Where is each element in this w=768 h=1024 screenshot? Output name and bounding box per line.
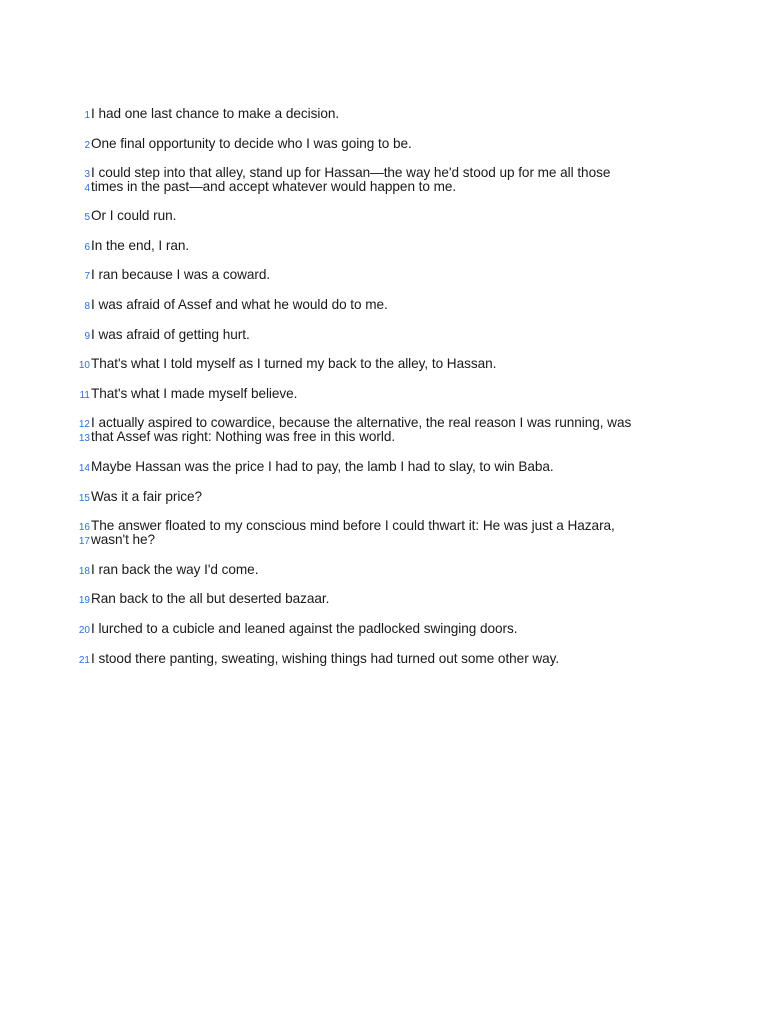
paragraph (74, 209, 674, 223)
text-line (74, 357, 674, 371)
paragraph (74, 328, 674, 342)
line-number: 10 (78, 360, 90, 371)
paragraph (74, 652, 674, 666)
paragraph (74, 268, 674, 282)
line-number: 12 (78, 419, 90, 430)
line-text: I was afraid of Assef and what he would do to me. (91, 297, 388, 312)
text-line (74, 239, 674, 253)
text-line (74, 328, 674, 342)
text-line (74, 460, 674, 474)
line-text: I was afraid of getting hurt. (91, 327, 250, 342)
line-number: 2 (84, 140, 90, 151)
paragraph (74, 490, 674, 504)
line-number: 20 (78, 625, 90, 636)
paragraph (74, 622, 674, 636)
line-number: 6 (84, 242, 90, 253)
line-number: 15 (78, 493, 90, 504)
paragraph (74, 563, 674, 577)
text-line (74, 416, 674, 430)
text-line (74, 652, 674, 666)
text-line (74, 622, 674, 636)
line-number: 19 (78, 595, 90, 606)
line-text: I had one last chance to make a decision. (91, 106, 340, 121)
paragraph (74, 107, 674, 121)
paragraph (74, 239, 674, 253)
text-line (74, 137, 674, 151)
text-line (74, 107, 674, 121)
text-line (74, 490, 674, 504)
paragraph (74, 416, 674, 444)
line-number: 16 (78, 522, 90, 533)
paragraph (74, 137, 674, 151)
line-text: I lurched to a cubicle and leaned against the padlocked swinging doors. (91, 621, 518, 636)
line-text: I ran back the way I'd come. (91, 562, 259, 577)
line-text: that Assef was right: Nothing was free in this world. (91, 429, 396, 444)
line-text: The answer floated to my conscious mind before I could thwart it: He was just a Hazara, (91, 518, 615, 533)
line-number: 17 (78, 536, 90, 547)
line-text: wasn't he? (91, 532, 156, 547)
text-line (74, 519, 674, 533)
line-number: 13 (78, 433, 90, 444)
text-line (74, 592, 674, 606)
line-text: One final opportunity to decide who I was going to be. (91, 136, 412, 151)
line-text: I actually aspired to cowardice, because the alternative, the real reason I was running, was (91, 415, 632, 430)
text-line (74, 430, 674, 444)
line-text: That's what I made myself believe. (91, 386, 298, 401)
text-line (74, 387, 674, 401)
line-text: Maybe Hassan was the price I had to pay, the lamb I had to slay, to win Baba. (91, 459, 554, 474)
paragraph (74, 298, 674, 312)
paragraph (74, 519, 674, 547)
line-text: Was it a fair price? (91, 489, 203, 504)
paragraph (74, 387, 674, 401)
line-text: In the end, I ran. (91, 238, 190, 253)
paragraph (74, 592, 674, 606)
text-line (74, 166, 674, 180)
text-line (74, 298, 674, 312)
line-number: 3 (84, 169, 90, 180)
paragraph (74, 460, 674, 474)
line-text: I ran because I was a coward. (91, 267, 271, 282)
line-text: Ran back to the all but deserted bazaar. (91, 591, 330, 606)
line-number: 7 (84, 271, 90, 282)
line-number: 9 (84, 331, 90, 342)
line-text: Or I could run. (91, 208, 177, 223)
paragraph (74, 166, 674, 194)
line-number: 14 (78, 463, 90, 474)
paragraph (74, 357, 674, 371)
line-number: 11 (79, 390, 90, 401)
line-text: times in the past—and accept whatever would happen to me. (91, 179, 457, 194)
line-number: 5 (84, 212, 90, 223)
line-text: I could step into that alley, stand up for Hassan—the way he'd stood up for me all those (91, 165, 611, 180)
text-line (74, 209, 674, 223)
line-number: 18 (78, 566, 90, 577)
text-line (74, 268, 674, 282)
line-number: 21 (78, 655, 90, 666)
text-line (74, 563, 674, 577)
line-number: 4 (84, 183, 90, 194)
line-number: 1 (84, 110, 90, 121)
text-line (74, 180, 674, 194)
line-text: I stood there panting, sweating, wishing things had turned out some other way. (91, 651, 560, 666)
line-number: 8 (84, 301, 90, 312)
text-line (74, 533, 674, 547)
line-text: That's what I told myself as I turned my back to the alley, to Hassan. (91, 356, 497, 371)
